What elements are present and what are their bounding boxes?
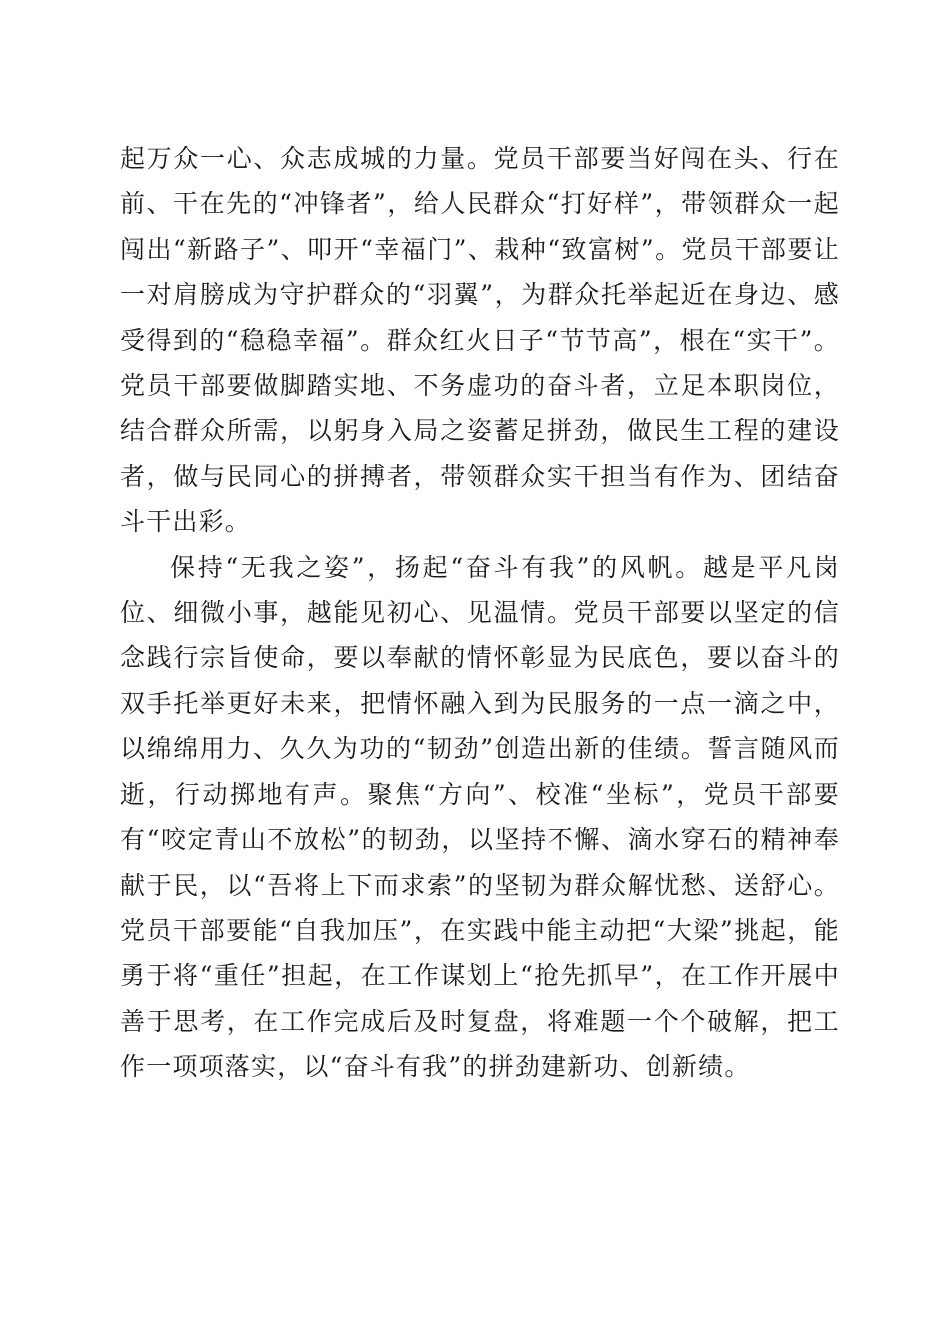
paragraph-continued: 起万众一心、众志成城的力量。党员干部要当好闯在头、行在前、干在先的“冲锋者”，给人民群众“打好样”，带领群众一起闯出“新路子”、叩开“幸福门”、栽种“致富树”。党员干部要让一对肩膀成为守护群众的“羽翼”，为群众托举起近在身边、感受得到的“稳稳幸福”。群众红火日子“节节高”，根在“实干”。党员干部要做脚踏实地、不务虚功的奋斗者，立足本职岗位，结合群众所需，以躬身入局之姿蓄足拼劲，做民生工程的建设者，做与民同心的拼搏者，带领群众实干担当有作为、团结奋斗干出彩。: [120, 144, 840, 537]
paragraph-fearless-posture: 保持“无我之姿”，扬起“奋斗有我”的风帆。越是平凡岗位、细微小事，越能见初心、见温情。党员干部要以坚定的信念践行宗旨使命，要以奉献的情怀彰显为民底色，要以奋斗的双手托举更好未来，把情怀融入到为民服务的一点一滴之中，以绵绵用力、久久为功的“韧劲”创造出新的佳绩。誓言随风而逝，行动掷地有声。聚焦“方向”、校准“坐标”，党员干部要有“咬定青山不放松”的韧劲，以坚持不懈、滴水穿石的精神奉献于民，以“吾将上下而求索”的坚韧为群众解忧愁、送舒心。党员干部要能“自我加压”，在实践中能主动把“大梁”挑起，能勇于将“重任”担起，在工作谋划上“抢先抓早”，在工作开展中善于思考，在工作完成后及时复盘，将难题一个个破解，把工作一项项落实，以“奋斗有我”的拼劲建新功、创新绩。: [120, 552, 840, 1082]
body-text: [120, 136, 840, 1090]
